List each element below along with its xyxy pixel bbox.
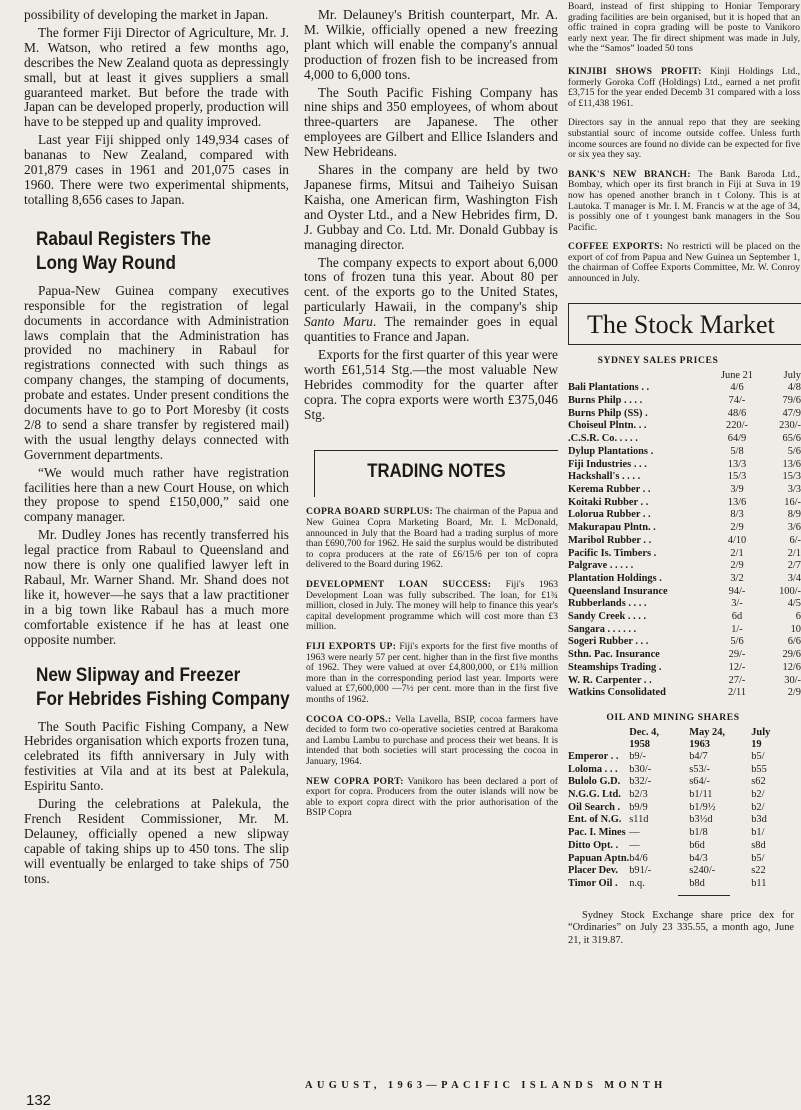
article-paragraph: During the celebrations at Palekula, the French Resident Commissioner, Mr. M. Delauney, officially opened a new slipway capable of taking ships up to 450 tons. The slip will eventually be enlarged to take ships of 750 tons. [24,796,289,886]
mining-row [568,840,791,853]
share-price: 6d [731,611,743,623]
share-name: W. R. Carpenter . . [568,674,652,686]
share-price: 94/- [728,585,746,597]
note-heading: DEVELOPMENT LOAN SUCCESS: [306,579,492,591]
mining-row [568,853,791,866]
mining-price: — [629,827,640,839]
mining-price: b5/ [751,750,765,762]
share-price: 2/9 [787,687,801,699]
share-row [568,395,801,408]
article-paragraph: Papua-New Guinea company executives responsible for the registration of legal documents in accordance with Administration laws complain that the Administration has provided no machinery in Rabaul for registrations connected with such things as company changes, the stamping of documents, probate and estates. Under present conditions the documents have to go to Port Moresby (it costs 2/8 to send a share transfer by registered mail) with the usual lengthy delays connected with Government departments. [24,282,289,462]
note-body: No restricti will be placed on the export of cof from Papua and New Guinea un September 1, the chairman of Coffee Exports Committee, Mr. W. Conroy announced in July. [568,241,800,285]
trading-note [306,642,558,706]
share-price: 47/9 [782,407,801,419]
share-price: 4/6 [730,382,744,394]
share-price: 2/1 [730,547,744,559]
mining-price: b9/- [629,750,646,762]
mining-price: b1/11 [689,789,713,801]
note-heading: NEW COPRA PORT: [306,775,404,787]
share-name: Burns Philp (SS) . [568,407,648,419]
stock-market-box [568,303,801,345]
share-name: Makurapau Plntn. . [568,522,656,534]
share-row [568,471,801,484]
share-price: 10 [790,623,801,635]
mining-price: b4/6 [629,852,648,864]
share-row [568,636,801,649]
divider [678,895,730,896]
share-name: Plantation Holdings . [568,572,662,584]
slipway-heading-line-1: New Slipway and Freezer [36,664,241,686]
share-row [568,433,801,446]
share-price: 13/6 [727,496,747,508]
mining-price: b91/- [629,865,652,877]
mining-price: b2/ [751,801,765,813]
rabaul-heading-line-1: Rabaul Registers The [36,228,211,250]
note-body: Vanikoro has been declared a port of export for copra. Producers from the outer islands will now be able to export copra direct with the prior authorisation of the BSIP Copra [306,775,558,819]
mining-price: s62 [751,776,766,788]
share-row [568,484,801,497]
mining-price: s53/- [689,763,711,775]
share-name: Sangara . . . . . . [568,623,637,635]
share-price: 48/6 [727,407,747,419]
note-body: The Bank Baroda Ltd., Bombay, which oper its first branch in Fiji at Suva in 19 now has opened another branch in t Colony. This is at Lautoka. T manager is Mr. I. M. Francis w at the age of 34, is possibly one of t youngest bank managers in the Sou Pacific. [568,168,800,233]
mining-price: s8d [751,839,766,851]
share-price: 8/9 [787,509,801,521]
mining-row [568,878,791,891]
note-body: Directors say in the annual repo that they are seeking substantial sourc of income outside coffee. Unless furth income sources are found no divide can be expected for five or six yea they say. [568,117,800,161]
mining-price: s240/- [689,865,716,877]
slipway-heading-line-2: For Hebrides Fishing Company [36,688,290,710]
note-body: Fiji's 1963 Development Loan was fully subscribed. The loan, for £1¾ million, closed in July. The money will help to finance this year's capital development programme which will cost more than £3 million. [306,579,559,633]
share-price: 5/6 [730,636,744,648]
share-price: 3/2 [730,572,744,584]
column-header: May 24, 1963 [689,726,726,750]
mining-shares-heading: OIL AND MINING SHARES [606,711,740,723]
running-footer: AUGUST, 1963—PACIFIC ISLANDS MONTH [305,1080,667,1091]
share-name: Rubberlands . . . . [568,598,647,610]
share-row [568,382,801,395]
share-name: Sogeri Rubber . . . [568,636,649,648]
share-price: 29/- [728,649,746,661]
trading-note [568,2,800,55]
note-body: Fiji's exports for the first five months of 1963 were nearly 57 per cent. higher than in the first five months of 1962. They were valued at over £4,800,000, or £1¾ million more than in the corresponding period last year. Imports were valued at £7,600,000 —7½ per cent. more than in the first five months of 1962. [306,641,558,705]
mining-price: b3d [751,814,767,826]
share-price: 13/3 [727,458,747,470]
export-text-a: The company expects to export about 6,000 tons of frozen tuna this year. About 80 per cent. of the exports go to the United States, particularly Hawaii, in the company's ship [304,254,558,315]
share-price: 15/3 [782,471,801,483]
mining-price: b32/- [629,776,652,788]
note-body: The chairman of the Papua and New Guinea Copra Marketing Board, Mr. I. McDonald, announced in July that the Board had a trading surplus of more than £690,700 for 1962. He said the surplus would be distributed to copra producers at the rate of £6/15/6 per ton of copra delivered to the Board during 1962. [306,506,558,571]
mining-row [568,802,791,815]
share-price: 1/- [731,623,743,635]
share-row [568,497,801,510]
share-price: 4/8 [787,382,801,394]
column-header: July 19 [751,726,771,750]
mining-row [568,789,791,802]
mining-price: b4/7 [689,750,708,762]
share-row [568,408,801,421]
share-price: 6/- [789,534,801,546]
share-name: .C.S.R. Co. . . . . [568,433,638,445]
share-name: Watkins Consolidated [568,687,666,699]
share-name: Hackshall's . . . . [568,471,641,483]
note-body: Kinji Holdings Ltd., formerly Goroka Coff (Holdings) Ltd., earned a net profit £3,715 for the year ended Decemb 31 compared with a loss of £11,438 1961. [568,65,800,109]
mining-row [568,865,791,878]
share-price: 30/- [784,674,801,686]
stock-market-title: The Stock Market [587,309,775,339]
share-price: 2/7 [787,560,801,572]
mining-price: b4/3 [689,852,708,864]
mining-row [568,827,791,840]
mining-price: b5/ [751,852,765,864]
mining-name: Placer Dev. [568,865,619,877]
share-row [568,675,801,688]
rabaul-heading [36,228,264,276]
share-row [568,573,801,586]
share-price: 100/- [779,585,801,597]
share-price: 12/- [728,661,746,673]
mining-price: n.q. [629,877,645,889]
share-row [568,548,801,561]
share-price: 16/- [784,496,801,508]
column-middle [304,0,558,828]
share-price: 4/10 [727,534,747,546]
mining-name: Bulolo G.D. [568,776,621,788]
share-row [568,535,801,548]
note-body: Board, instead of first shipping to Honiar Temporary grading facilities are bein organised, but it is hoped that an offic trained in copra grading will be poste to Vanikoro early next year. The fir direct shipment was made in July, whe the “Samos” loaded 50 tons [568,1,800,55]
sydney-prices-table [568,370,801,700]
column-left [24,0,289,890]
trading-note [306,580,558,633]
share-price: 74/- [728,395,746,407]
mining-price: b2/ [751,789,765,801]
share-price: 13/6 [782,458,801,470]
article-paragraph: The South Pacific Fishing Company has nine ships and 350 employees, of whom about three-quarters are Japanese. The other employees are Gilbert and Ellice Islanders and New Hebrideans. [304,84,558,160]
share-name: Dylup Plantations . [568,445,654,457]
share-price: 6 [795,611,801,623]
article-paragraph: The former Fiji Director of Agriculture, Mr. J. M. Watson, who retired a few months ago, describes the New Zealand quota as depressingly small, but at least it gives suppliers a small guaranteed market. But before the trade with Japan can be developed properly, production will have to be stepped up and quality improved. [24,24,289,130]
column-header: Dec. 4, 1958 [629,726,659,750]
trading-note [306,715,558,768]
mining-shares-table [568,727,791,891]
mining-name: Papuan Aptn. [568,852,630,864]
slipway-heading [36,664,290,712]
article-paragraph: Mr. Dudley Jones has recently transferred his legal practice from Rabaul to Queensland and now there is only one qualified lawyer left in Rabaul, Mr. Warner Shand. Mr. Shand does not like it, however—he says that a law practitioner in a big town like Rabaul has a much more comfortable existence if he has at least one opposite number. [24,527,289,647]
export-text-b: . The remainder goes in equal quantities to France and Japan. [304,314,558,345]
mining-name: Emperor . . [568,750,619,762]
mining-name: Oil Search . [568,801,621,813]
trading-notes-box [314,450,558,497]
mining-price: b1/9½ [689,801,716,813]
article-paragraph: possibility of developing the market in Japan. [24,7,269,22]
index-note: Sydney Stock Exchange share price dex for “Ordinaries” on July 23 335.55, a month ago, June 21, it 319.87. [568,909,794,947]
mining-price: b11 [751,877,767,889]
share-price: 5/6 [787,445,801,457]
share-price: 15/3 [727,471,747,483]
share-price: 65/6 [782,433,801,445]
share-row [568,459,801,472]
share-price: 220/- [726,420,748,432]
sydney-prices-heading: SYDNEY SALES PRICES [597,354,719,366]
share-price: 2/11 [727,687,747,699]
share-name: Sandy Creek . . . . [568,611,647,623]
mining-price: b8d [689,877,705,889]
share-price: 3/3 [787,483,801,495]
share-name: Steamships Trading . [568,661,662,673]
share-price: 5/8 [730,445,744,457]
trading-note [568,170,800,234]
share-price: 2/9 [730,560,744,572]
mining-name: Ent. of N.G. [568,814,622,826]
mining-price: s22 [751,865,766,877]
share-row [568,624,801,637]
trading-note [306,507,558,571]
share-name: Sthn. Pac. Insurance [568,649,660,661]
share-price: 3/4 [787,572,801,584]
share-name: Choiseul Plntn. . . [568,420,647,432]
mining-price: b1/ [751,827,765,839]
note-heading: COPRA BOARD SURPLUS: [306,506,433,518]
share-price: 2/1 [787,547,801,559]
share-name: Kerema Rubber . . [568,483,651,495]
mining-price: b9/9 [629,801,648,813]
share-name: Bali Plantations . . [568,382,650,394]
share-price: 3/- [731,598,743,610]
mining-row [568,776,791,789]
share-price: 12/6 [782,661,801,673]
mining-price: b6d [689,839,705,851]
trading-notes-title: TRADING NOTES [367,461,506,483]
share-name: Lolorua Rubber . . [568,509,651,521]
share-row [568,611,801,624]
mining-price: b55 [751,763,767,775]
article-paragraph [304,256,558,345]
mining-price: s64/- [689,776,711,788]
ship-name: Santo Maru [304,314,373,330]
article-paragraph: Last year Fiji shipped only 149,934 cases of bananas to New Zealand, compared with 201,879 cases in 1961 and 201,075 cases in 1960. There were two experimental shipments, totalling 8,656 cases to Japan. [24,132,289,207]
share-row [568,687,801,700]
share-price: 64/9 [727,433,747,445]
share-price: 4/5 [787,598,801,610]
share-price: 3/9 [730,483,744,495]
share-name: Fiji Industries . . . [568,458,647,470]
mining-row [568,751,791,764]
article-paragraph: Mr. Delauney's British counterpart, Mr. A. M. Wilkie, officially opened a new freezing plant which will enable the company's annual production of frozen fish to be increased from 4,000 to 6,000 tons. [304,7,558,82]
trading-note [568,242,800,284]
share-price: 8/3 [730,509,744,521]
mining-name: N.G.G. Ltd. [568,789,621,801]
share-name: Burns Philp . . . . [568,395,643,407]
share-row [568,522,801,535]
share-price: 3/6 [787,522,801,534]
mining-price: s11d [629,814,649,826]
share-name: Maribol Rubber . . [568,534,652,546]
share-row [568,598,801,611]
share-price: 6/6 [787,636,801,648]
column-header: June 21 [720,369,754,381]
share-name: Palgrave . . . . . [568,560,634,572]
article-paragraph: Shares in the company are held by two Japanese firms, Mitsui and Taiheiyo Suisan Kaisha, one American firm, Washington Fish and Oyster Ltd., and a New Hebrides firm, D. J. Gubbay and Co. Ltd. Mr. Donald Gubbay is managing director. [304,162,558,252]
mining-row [568,814,791,827]
trading-note [568,118,800,160]
mining-price: b1/8 [689,827,708,839]
rabaul-heading-line-2: Long Way Round [36,252,176,274]
share-row [568,586,801,599]
share-price: 230/- [779,420,801,432]
mining-name: Timor Oil . [568,877,618,889]
share-row [568,509,801,522]
share-row [568,649,801,662]
mining-name: Ditto Opt. . [568,839,619,851]
trading-note [306,777,558,819]
share-name: Pacific Is. Timbers . [568,547,657,559]
mining-name: Pac. I. Mines [568,827,626,839]
mining-price: — [629,839,640,851]
page-number: 132 [26,1092,52,1109]
share-name: Queensland Insurance [568,585,668,597]
share-price: 27/- [728,674,746,686]
note-body: Vella Lavella, BSIP, cocoa farmers have decided to form two co-operative societies centred at Barakoma and Lambu Lambu to purchase and process their wet beans. It is intended that both societies will start processing the cocoa in January, 1964. [306,713,558,767]
note-heading: FIJI EXPORTS UP: [306,641,397,652]
share-price: 79/6 [782,395,801,407]
mining-price: b30/- [629,763,652,775]
mining-price: b2/3 [629,789,648,801]
column-header: July [783,369,801,381]
note-heading: KINJIBI SHOWS PROFIT: [568,65,702,77]
trading-notes-list [306,507,558,818]
article-paragraph: “We would much rather have registration facilities here than a new Court House, on which they propose to spend £150,000,” said one company manager. [24,464,289,525]
article-paragraph: The South Pacific Fishing Company, a New Hebrides organisation which exports frozen tuna, celebrated its fifth anniversary in July with festivities at Vila and at its best at Palekula, Espiritu Santo. [24,718,289,794]
share-price: 29/6 [782,649,801,661]
mining-name: Loloma . . . [568,763,618,775]
share-row [568,662,801,675]
share-row [568,420,801,433]
note-heading: COCOA CO-OPS.: [306,713,392,725]
mining-price: b3½d [689,814,713,826]
trading-note [568,67,800,109]
column-right [568,0,801,948]
mining-row [568,764,791,777]
note-heading: BANK'S NEW BRANCH: [568,168,691,180]
share-row [568,560,801,573]
note-heading: COFFEE EXPORTS: [568,241,664,253]
share-name: Koitaki Rubber . . [568,496,649,508]
article-paragraph: Exports for the first quarter of this year were worth £61,514 Stg.—the most valuable New Hebrides commodity for the quarter after copra. The copra exports were worth £375,046 Stg. [304,346,558,422]
share-price: 2/9 [730,522,744,534]
share-row [568,446,801,459]
